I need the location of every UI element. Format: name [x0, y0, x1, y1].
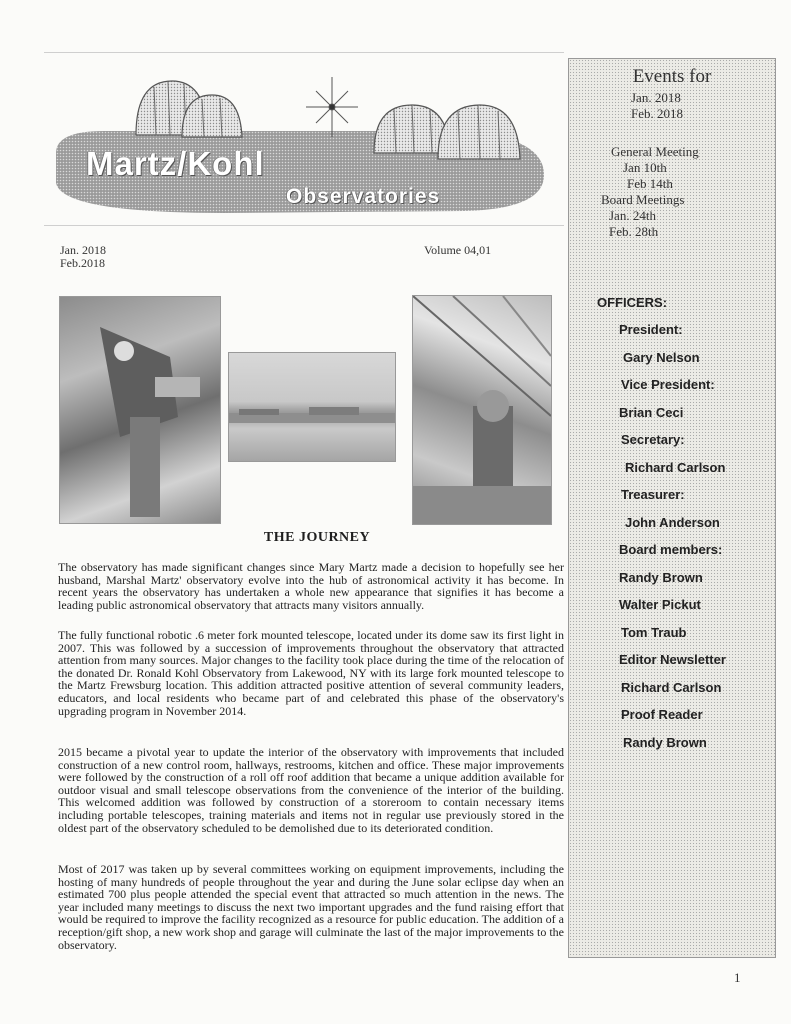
banner-title-line2: Observatories — [286, 185, 441, 208]
dome-icon — [374, 105, 520, 159]
officer-name: Tom Traub — [621, 625, 687, 640]
officer-role: Treasurer: — [621, 487, 685, 502]
masthead-banner — [44, 52, 564, 226]
officer-role: President: — [619, 322, 683, 337]
officer-role: Board members: — [619, 542, 723, 557]
issue-date-line1: Jan. 2018 — [60, 243, 106, 257]
page-number: 1 — [734, 970, 741, 985]
officer-name: Richard Carlson — [625, 460, 726, 475]
officer-name: Gary Nelson — [623, 350, 700, 365]
officer-role: Secretary: — [621, 432, 685, 447]
article-title: THE JOURNEY — [263, 530, 371, 545]
board-meeting-date: Feb. 28th — [609, 224, 659, 239]
officer-role: Proof Reader — [621, 707, 703, 722]
issue-date-line2: Feb.2018 — [60, 256, 105, 270]
officer-role: Editor Newsletter — [619, 652, 726, 667]
officer-name: Brian Ceci — [619, 405, 684, 420]
landscape-photo — [228, 352, 396, 462]
star-icon — [306, 77, 358, 137]
events-officers-sidebar — [568, 58, 776, 958]
events-month: Feb. 2018 — [631, 106, 683, 121]
article-paragraph: The observatory has made significant changes since Mary Martz made a decision to hopefully see her husband, Marshal Martz' observatory evolve into the hub of astronomical activity it has become. In recent years the observatory has undertaken a whole new appearance that signifies it has become a leading public astronomical observatory that attracts many visitors annually. — [58, 560, 564, 612]
general-meeting-label: General Meeting — [611, 144, 699, 159]
events-month: Jan. 2018 — [631, 90, 681, 105]
board-meeting-date: Jan. 24th — [609, 208, 656, 223]
events-title: Events for — [632, 66, 712, 87]
general-meeting-date: Jan 10th — [623, 160, 667, 175]
officer-name: Walter Pickut — [619, 597, 701, 612]
officer-name: John Anderson — [625, 515, 720, 530]
banner-title-line1: Martz/Kohl — [86, 145, 265, 182]
officer-name: Randy Brown — [623, 735, 707, 750]
article-paragraph: 2015 became a pivotal year to update the interior of the observatory with improvements that included construction of a new control room, hallways, restrooms, kitchen and office. These major improvements were followed by the construction of a roll off roof addition that became a unique addition available for outdoor visual and small telescope observations from the convenience of the interior of the building. This welcomed addition was followed by construction of a storeroom to contain necessary items including portable telescopes, training materials and items not in regular use previously stored in the oldest part of the observatory scheduled to be demolished due to its deteriorated condition. — [58, 745, 564, 835]
dome-interior-photo — [412, 295, 552, 525]
issue-dates — [60, 244, 106, 270]
board-meetings-label: Board Meetings — [601, 192, 685, 207]
telescope-photo — [59, 296, 221, 524]
article-paragraph: Most of 2017 was taken up by several committees working on equipment improvements, including the hosting of many hundreds of people throughout the year and during the June solar eclipse day when an estimated 700 plus people attended the special event that attracted so much attention in the news. The year included many meetings to discuss the next two important upgrades and the fund raising effort that would be required to improve the facility recognized as a resource for public education. The addition of a reception/gift shop, a new work shop and garage will culminate the last of the major improvements to the observatory. — [58, 862, 564, 952]
article-paragraph: The fully functional robotic .6 meter fork mounted telescope, located under its dome saw its first light in 2007. This was followed by a succession of improvements throughout the observatory that attracted attention from many sources. Major changes to the facility took place during the time of the relocation of the donated Dr. Ronald Kohl Observatory from Lakewood, NY with its large fork mounted telescope to the Martz Frewsburg location. This addition attracted positive attention of several community leaders, educators, and local residents who became part of and celebrated this phase of the observatory's upgrading program in November 2014. — [58, 628, 564, 718]
officer-name: Randy Brown — [619, 570, 703, 585]
issue-volume: Volume 04,01 — [424, 243, 492, 257]
officer-name: Richard Carlson — [621, 680, 722, 695]
officers-heading: OFFICERS: — [597, 295, 668, 310]
general-meeting-date: Feb 14th — [627, 176, 673, 191]
officer-role: Vice President: — [621, 377, 715, 392]
dome-icon — [136, 81, 242, 137]
